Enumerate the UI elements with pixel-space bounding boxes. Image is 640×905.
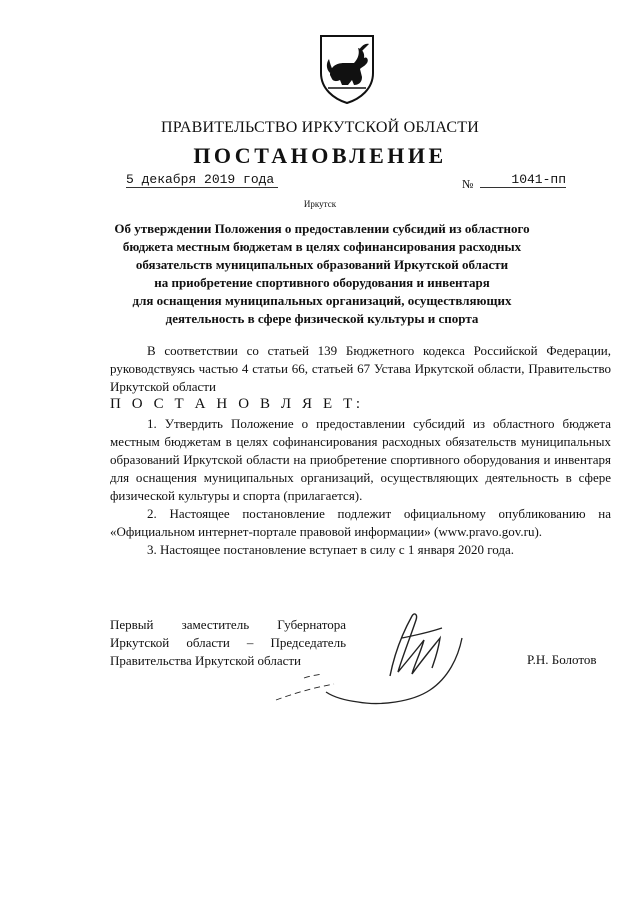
decree-item-1: 1. Утвердить Положение о предоставлении субсидий из областного бюджета местным бюджетам в целях софинансирования расходных обязательств муниципальных образований Иркутской области на приобретение спортивного оборудования и инвентаря для оснащения муниципальных организаций, осуществляющих деятельность в сфере физической культуры и спорта (прилагается). [110,416,611,503]
handwritten-signature [262,608,482,718]
signatory-name: Р.Н. Болотов [527,652,597,667]
heading-line: бюджета местным бюджетам в целях софинансирования расходных [122,239,522,254]
document-date: 5 декабря 2019 года [126,172,278,188]
decree-item-3: 3. Настоящее постановление вступает в силу с 1 января 2020 года. [147,542,515,557]
document-number: 1041-пп [480,172,566,188]
document-heading [110,220,534,328]
decree-word: П О С Т А Н О В Л Я Е Т: [110,396,364,412]
decree-items [110,415,611,559]
heading-line: Об утверждении Положения о предоставлении субсидий из областного [114,221,530,236]
decree-item-2: 2. Настоящее постановление подлежит официальному опубликованию на «Официальном интернет-портале правовой информации» (www.pravo.gov.ru). [110,506,611,539]
government-name: ПРАВИТЕЛЬСТВО ИРКУТСКОЙ ОБЛАСТИ [161,119,479,136]
coat-of-arms-icon [318,33,376,105]
heading-line: обязательств муниципальных образований Иркутской области [135,257,509,272]
preamble-block [110,342,611,396]
heading-line: на приобретение спортивного оборудования и инвентаря [154,275,490,290]
number-label: № [462,177,474,191]
signatory-title-line: Правительства Иркутской области [110,653,302,668]
preamble-paragraph: В соответствии со статьей 139 Бюджетного кодекса Российской Федерации, руководствуясь частью 4 статьи 66, статьей 67 Устава Иркутской области, Правительство Иркутской области [110,343,611,394]
document-type-title: ПОСТАНОВЛЕНИЕ [193,143,447,168]
heading-line: деятельность в сфере физической культуры и спорта [165,311,479,326]
signatory-title-line: Иркутской области – Председатель [110,635,346,650]
signatory-title-line: Первый заместитель Губернатора [110,617,346,632]
city-name: Иркутск [303,199,337,209]
heading-line: для оснащения муниципальных организаций, осуществляющих [132,293,512,308]
